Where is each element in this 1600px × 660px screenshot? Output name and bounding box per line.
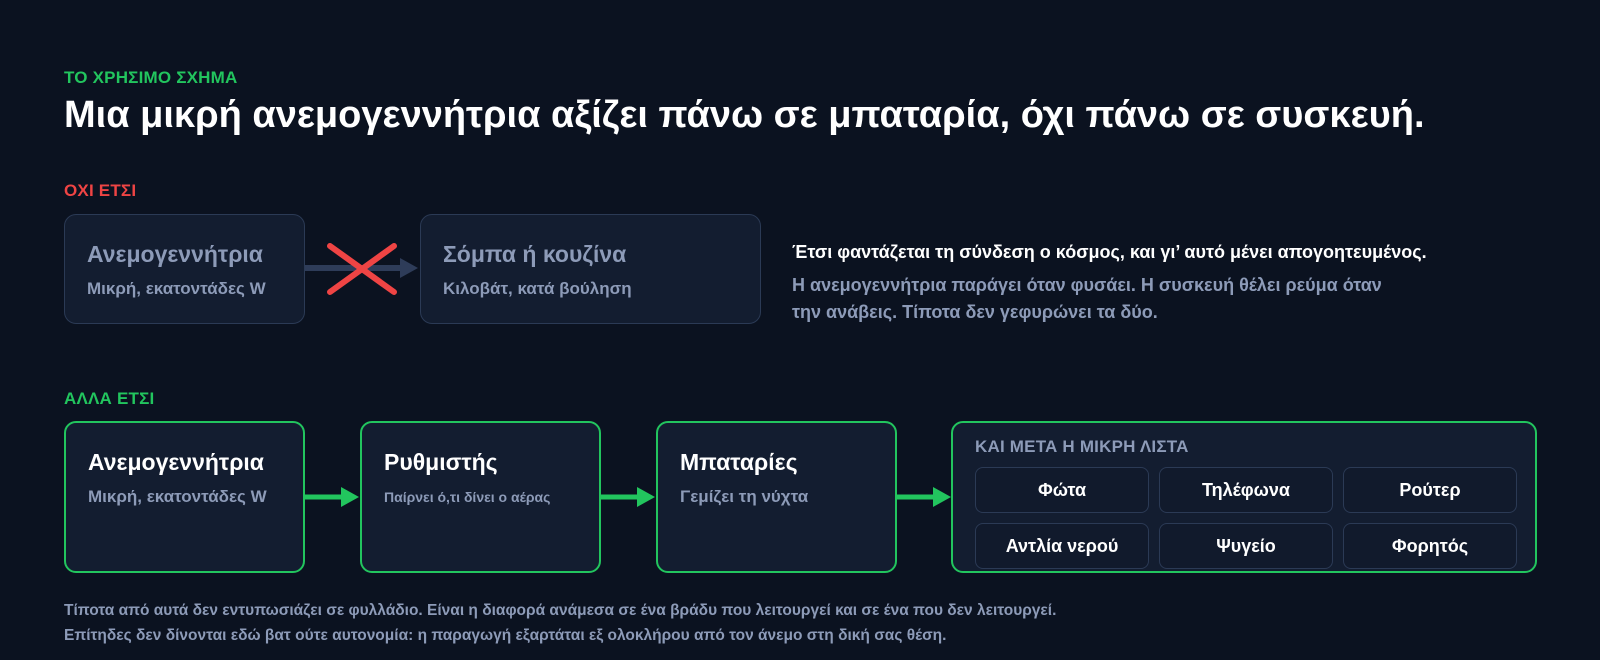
wrong-source-subtitle: Μικρή, εκατοντάδες W [87,279,266,298]
muted-arrow-head [400,258,418,278]
footer-note [64,598,1056,648]
step-card-controller [360,421,601,573]
footer-line: Επίτηδες δεν δίνονται εδώ βατ ούτε αυτονομία: η παραγωγή εξαρτάται εξ ολοκλήρου από τον άνεμο στη δική σας θέση. [64,627,947,644]
wrong-target-title: Σόμπα ή κουζίνα [443,241,627,267]
step-subtitle: Παίρνει ό,τι δίνει ο αέρας [384,489,551,505]
broken-connection [300,236,425,296]
load-chip: Φώτα [975,467,1149,513]
step-title: Μπαταρίες [680,449,798,475]
step-card-turbine [64,421,305,573]
loads-list-title: ΚΑΙ ΜΕΤΑ Η ΜΙΚΡΗ ΛΙΣΤΑ [975,437,1189,456]
wrong-source-title: Ανεμογεννήτρια [87,241,263,267]
step-subtitle: Μικρή, εκατοντάδες W [88,487,267,506]
flow-arrow [895,485,955,509]
load-chip: Ψυγείο [1159,523,1333,569]
load-chip: Αντλία νερού [975,523,1149,569]
footer-line: Τίποτα από αυτά δεν εντυπωσιάζει σε φυλλάδιο. Είναι η διαφορά ανάμεσα σε ένα βράδυ που λειτουργεί και σε ένα που δεν λειτουργεί. [64,602,1057,619]
step-card-batteries [656,421,897,573]
right-way-label: ΑΛΛΑ ΕΤΣΙ [64,389,155,408]
wrong-target-subtitle: Κιλοβάτ, κατά βούληση [443,279,632,298]
wrong-source-card [64,214,305,324]
flow-arrow [303,485,363,509]
step-title: Ανεμογεννήτρια [88,449,264,475]
load-chip: Ρούτερ [1343,467,1517,513]
wrong-way-label: ΟΧΙ ΕΤΣΙ [64,181,137,200]
flow-arrow [599,485,659,509]
page-title: Μια μικρή ανεμογεννήτρια αξίζει πάνω σε μπαταρία, όχι πάνω σε συσκευή. [64,94,1425,136]
wrong-way-heading: Έτσι φαντάζεται τη σύνδεση ο κόσμος, και γι’ αυτό μένει απογοητευμένος. [792,242,1427,262]
wrong-way-description: Η ανεμογεννήτρια παράγει όταν φυσάει. Η συσκευή θέλει ρεύμα όταν την ανάβεις. Τίποτα δεν γεφυρώνει τα δύο. [792,275,1382,322]
load-chip: Τηλέφωνα [1159,467,1333,513]
step-title: Ρυθμιστής [384,449,498,475]
load-chip: Φορητός [1343,523,1517,569]
eyebrow-label: ΤΟ ΧΡΗΣΙΜΟ ΣΧΗΜΑ [64,68,238,87]
loads-list-panel [951,421,1537,573]
wrong-target-card [420,214,761,324]
step-subtitle: Γεμίζει τη νύχτα [680,487,809,506]
